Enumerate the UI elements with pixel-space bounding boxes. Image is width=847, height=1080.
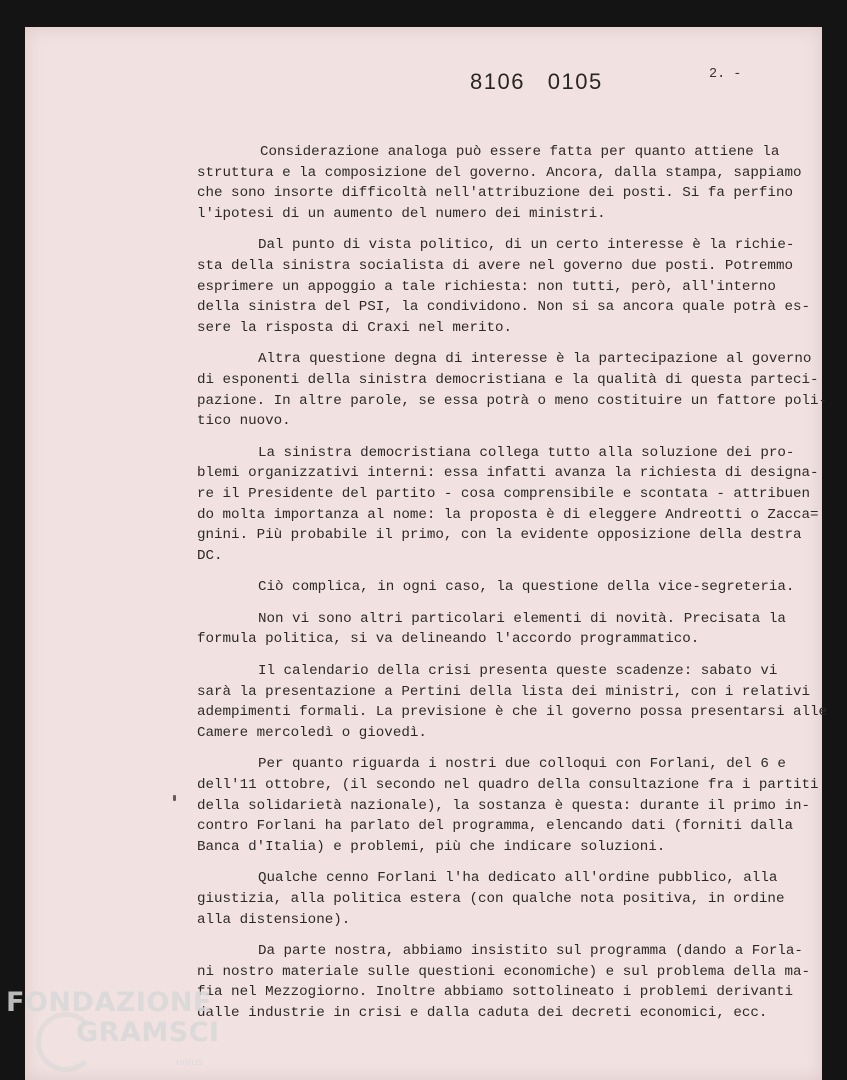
paragraph [197,235,810,338]
document-page [25,27,828,1080]
fondazione-gramsci-watermark [6,987,220,1068]
paragraph [197,349,828,431]
paragraph [197,443,819,567]
text-line: Dal punto di vista politico, di un certo interesse è la richie- [258,237,795,254]
text-line: Ciò complica, in ogni caso, la questione della vice-segreteria. [258,579,795,596]
text-line: fia nel Mezzogiorno. Inoltre abbiamo sottolineato i problemi derivanti [197,984,793,1001]
watermark-line: FONDAZIONE [6,987,212,1018]
text-line: Qualche cenno Forlani l'ha dedicato all'ordine pubblico, alla [258,870,778,887]
text-line: dalle industrie in crisi e dalla caduta dei decreti economici, ecc. [197,1004,768,1021]
text-line: Considerazione analoga può essere fatta per quanto attiene la [260,144,780,160]
watermark-line: GRAMSCI [76,1017,220,1048]
text-line: blemi organizzativi interni: essa infatti avanza la richiesta di designa- [197,465,819,482]
text-line: re il Presidente del partito - cosa comprensibile e scontata - attribuen [197,485,810,502]
margin-mark [173,795,176,801]
text-line: l'ipotesi di un aumento del numero dei ministri. [197,205,606,222]
watermark-onlus: onlus [176,1057,203,1068]
text-line: dell'11 ottobre, (il secondo nel quadro della consultazione fra i partiti [197,777,819,794]
text-line: struttura e la composizione del governo. Ancora, dalla stampa, sappiamo [197,164,802,181]
text-line: pazione. In altre parole, se essa potrà o meno costituire un fattore poli- [197,392,828,409]
text-line: giustizia, alla politica estera (con qualche nota positiva, in ordine [197,891,785,907]
text-line: alla distensione). [197,911,351,928]
text-line: esprimere un appoggio a tale richiesta: non tutti, però, all'interno [197,278,776,295]
text-line: La sinistra democristiana collega tutto alla soluzione dei pro- [258,444,795,461]
text-line: di esponenti della sinistra democristiana e la qualità di questa parteci- [197,371,819,388]
text-line: ni nostro materiale sulle questioni economiche) e sul problema della ma- [197,963,810,980]
text-line: sta della sinistra socialista di avere nel governo due posti. Potremmo [197,257,793,274]
text-line: della solidarietà nazionale), la sostanza è questa: durante il primo in- [197,797,810,814]
text-line: contro Forlani ha parlato del programma, elencando dati (forniti dalla [197,818,793,835]
document-body [197,142,828,1035]
text-line: DC. [197,547,223,564]
paragraph [197,941,810,1023]
paragraph [197,661,828,743]
text-line: Il calendario della crisi presenta queste scadenze: sabato vi [258,663,778,680]
text-line: Altra questione degna di interesse è la partecipazione al governo [258,351,812,368]
archive-number: 8106 0105 [470,69,603,94]
text-line: Per quanto riguarda i nostri due colloqui con Forlani, del 6 e [258,756,786,773]
text-line: Da parte nostra, abbiamo insistito sul programma (dando a Forla- [258,943,803,960]
text-line: della sinistra del PSI, la condividono. Non si sa ancora quale potrà es- [197,299,810,316]
paragraph [197,577,797,598]
text-line: formula politica, si va delineando l'accordo programmatico. [197,631,700,648]
text-line: Camere mercoledì o giovedì. [197,724,427,741]
text-line: che sono insorte difficoltà nell'attribuzione dei posti. Si fa perfino [197,185,793,202]
text-line: sarà la presentazione a Pertini della lista dei ministri, con i relativi [197,683,810,700]
paragraph [197,142,802,224]
text-line: adempimenti formali. La previsione è che il governo possa presentarsi alle [197,704,828,721]
text-line: gnini. Più probabile il primo, con la evidente opposizione della destra [197,527,802,544]
text-line: tico nuovo. [197,413,291,430]
paragraph [197,868,797,930]
paragraph [197,609,797,650]
text-line: Non vi sono altri particolari elementi di novità. Precisata la [258,610,786,627]
text-line: sere la risposta di Craxi nel merito. [197,319,513,336]
paragraph [197,754,819,857]
text-line: do molta importanza al nome: la proposta è di eleggere Andreotti o Zacca= [197,506,819,523]
text-line: Banca d'Italia) e problemi, più che indicare soluzioni. [197,838,666,855]
page-number: 2. - [709,67,742,82]
